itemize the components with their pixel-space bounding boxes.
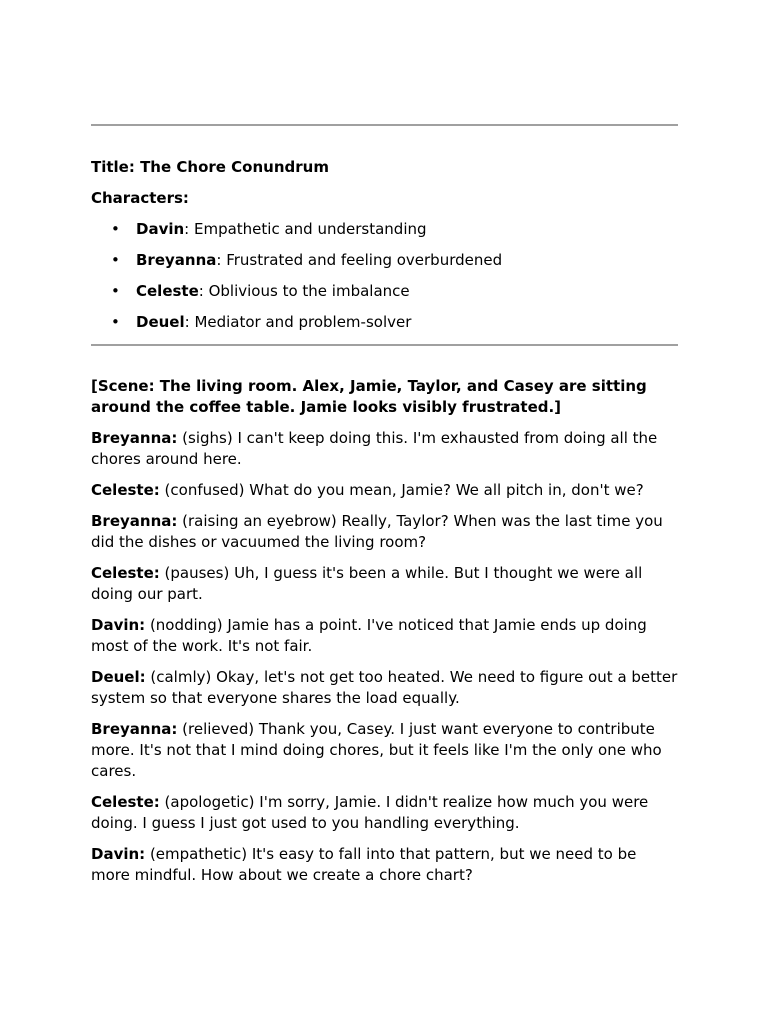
speaker-name: Deuel: [91,668,146,686]
character-name: Breyanna [136,251,217,269]
speaker-name: Breyanna: [91,720,178,738]
characters-list [91,219,678,332]
dialogue-line [91,844,678,886]
speaker-name: Breyanna: [91,429,178,447]
dialogue-text: (sighs) I can't keep doing this. I'm exhausted from doing all the chores around here. [91,429,658,468]
bullet-icon: • [111,282,120,300]
bullet-icon: • [111,220,120,238]
dialogue-line [91,667,678,709]
speaker-name: Davin: [91,616,146,634]
character-item [91,281,678,301]
scene-direction: [Scene: The living room. Alex, Jamie, Taylor, and Casey are sitting around the coffee table. Jamie looks visibly frustrated.] [91,377,647,416]
character-name: Deuel [136,313,185,331]
speaker-name: Celeste: [91,793,160,811]
character-item [91,250,678,270]
character-item [91,219,678,239]
section-divider [91,344,678,346]
dialogue-text: (pauses) Uh, I guess it's been a while. But I thought we were all doing our part. [91,564,643,603]
top-divider [91,124,678,126]
dialogue-line [91,615,678,657]
dialogue-text: (apologetic) I'm sorry, Jamie. I didn't realize how much you were doing. I guess I just got used to you handling everything. [91,793,649,832]
bullet-icon: • [111,313,120,331]
character-description: : Mediator and problem-solver [184,313,412,331]
document-title: Title: The Chore Conundrum [91,158,329,176]
character-name: Celeste [136,282,199,300]
dialogue-text: (raising an eyebrow) Really, Taylor? When was the last time you did the dishes or vacuumed the living room? [91,512,663,551]
speaker-name: Celeste: [91,481,160,499]
dialogue-text: (confused) What do you mean, Jamie? We all pitch in, don't we? [159,481,644,499]
speaker-name: Breyanna: [91,512,178,530]
character-description: : Empathetic and understanding [184,220,427,238]
speaker-name: Davin: [91,845,146,863]
dialogue-line [91,719,678,782]
dialogue-line [91,480,678,501]
character-description: : Frustrated and feeling overburdened [216,251,503,269]
dialogue-line [91,511,678,553]
dialogue-text: (relieved) Thank you, Casey. I just want everyone to contribute more. It's not that I mind doing chores, but it feels like I'm the only one who cares. [91,720,662,780]
dialogue-text: (calmly) Okay, let's not get too heated. We need to figure out a better system so that everyone shares the load equally. [91,668,678,707]
dialogue-text: (nodding) Jamie has a point. I've noticed that Jamie ends up doing most of the work. It's not fair. [91,616,647,655]
document-page [91,124,678,886]
character-item [91,312,678,332]
character-description: : Oblivious to the imbalance [198,282,410,300]
dialogue-line [91,792,678,834]
character-name: Davin [136,220,185,238]
dialogue-text: (empathetic) It's easy to fall into that pattern, but we need to be more mindful. How about we create a chore chart? [91,845,637,884]
bullet-icon: • [111,251,120,269]
dialogue-line [91,563,678,605]
dialogue-line [91,428,678,470]
characters-heading: Characters: [91,189,189,207]
speaker-name: Celeste: [91,564,160,582]
